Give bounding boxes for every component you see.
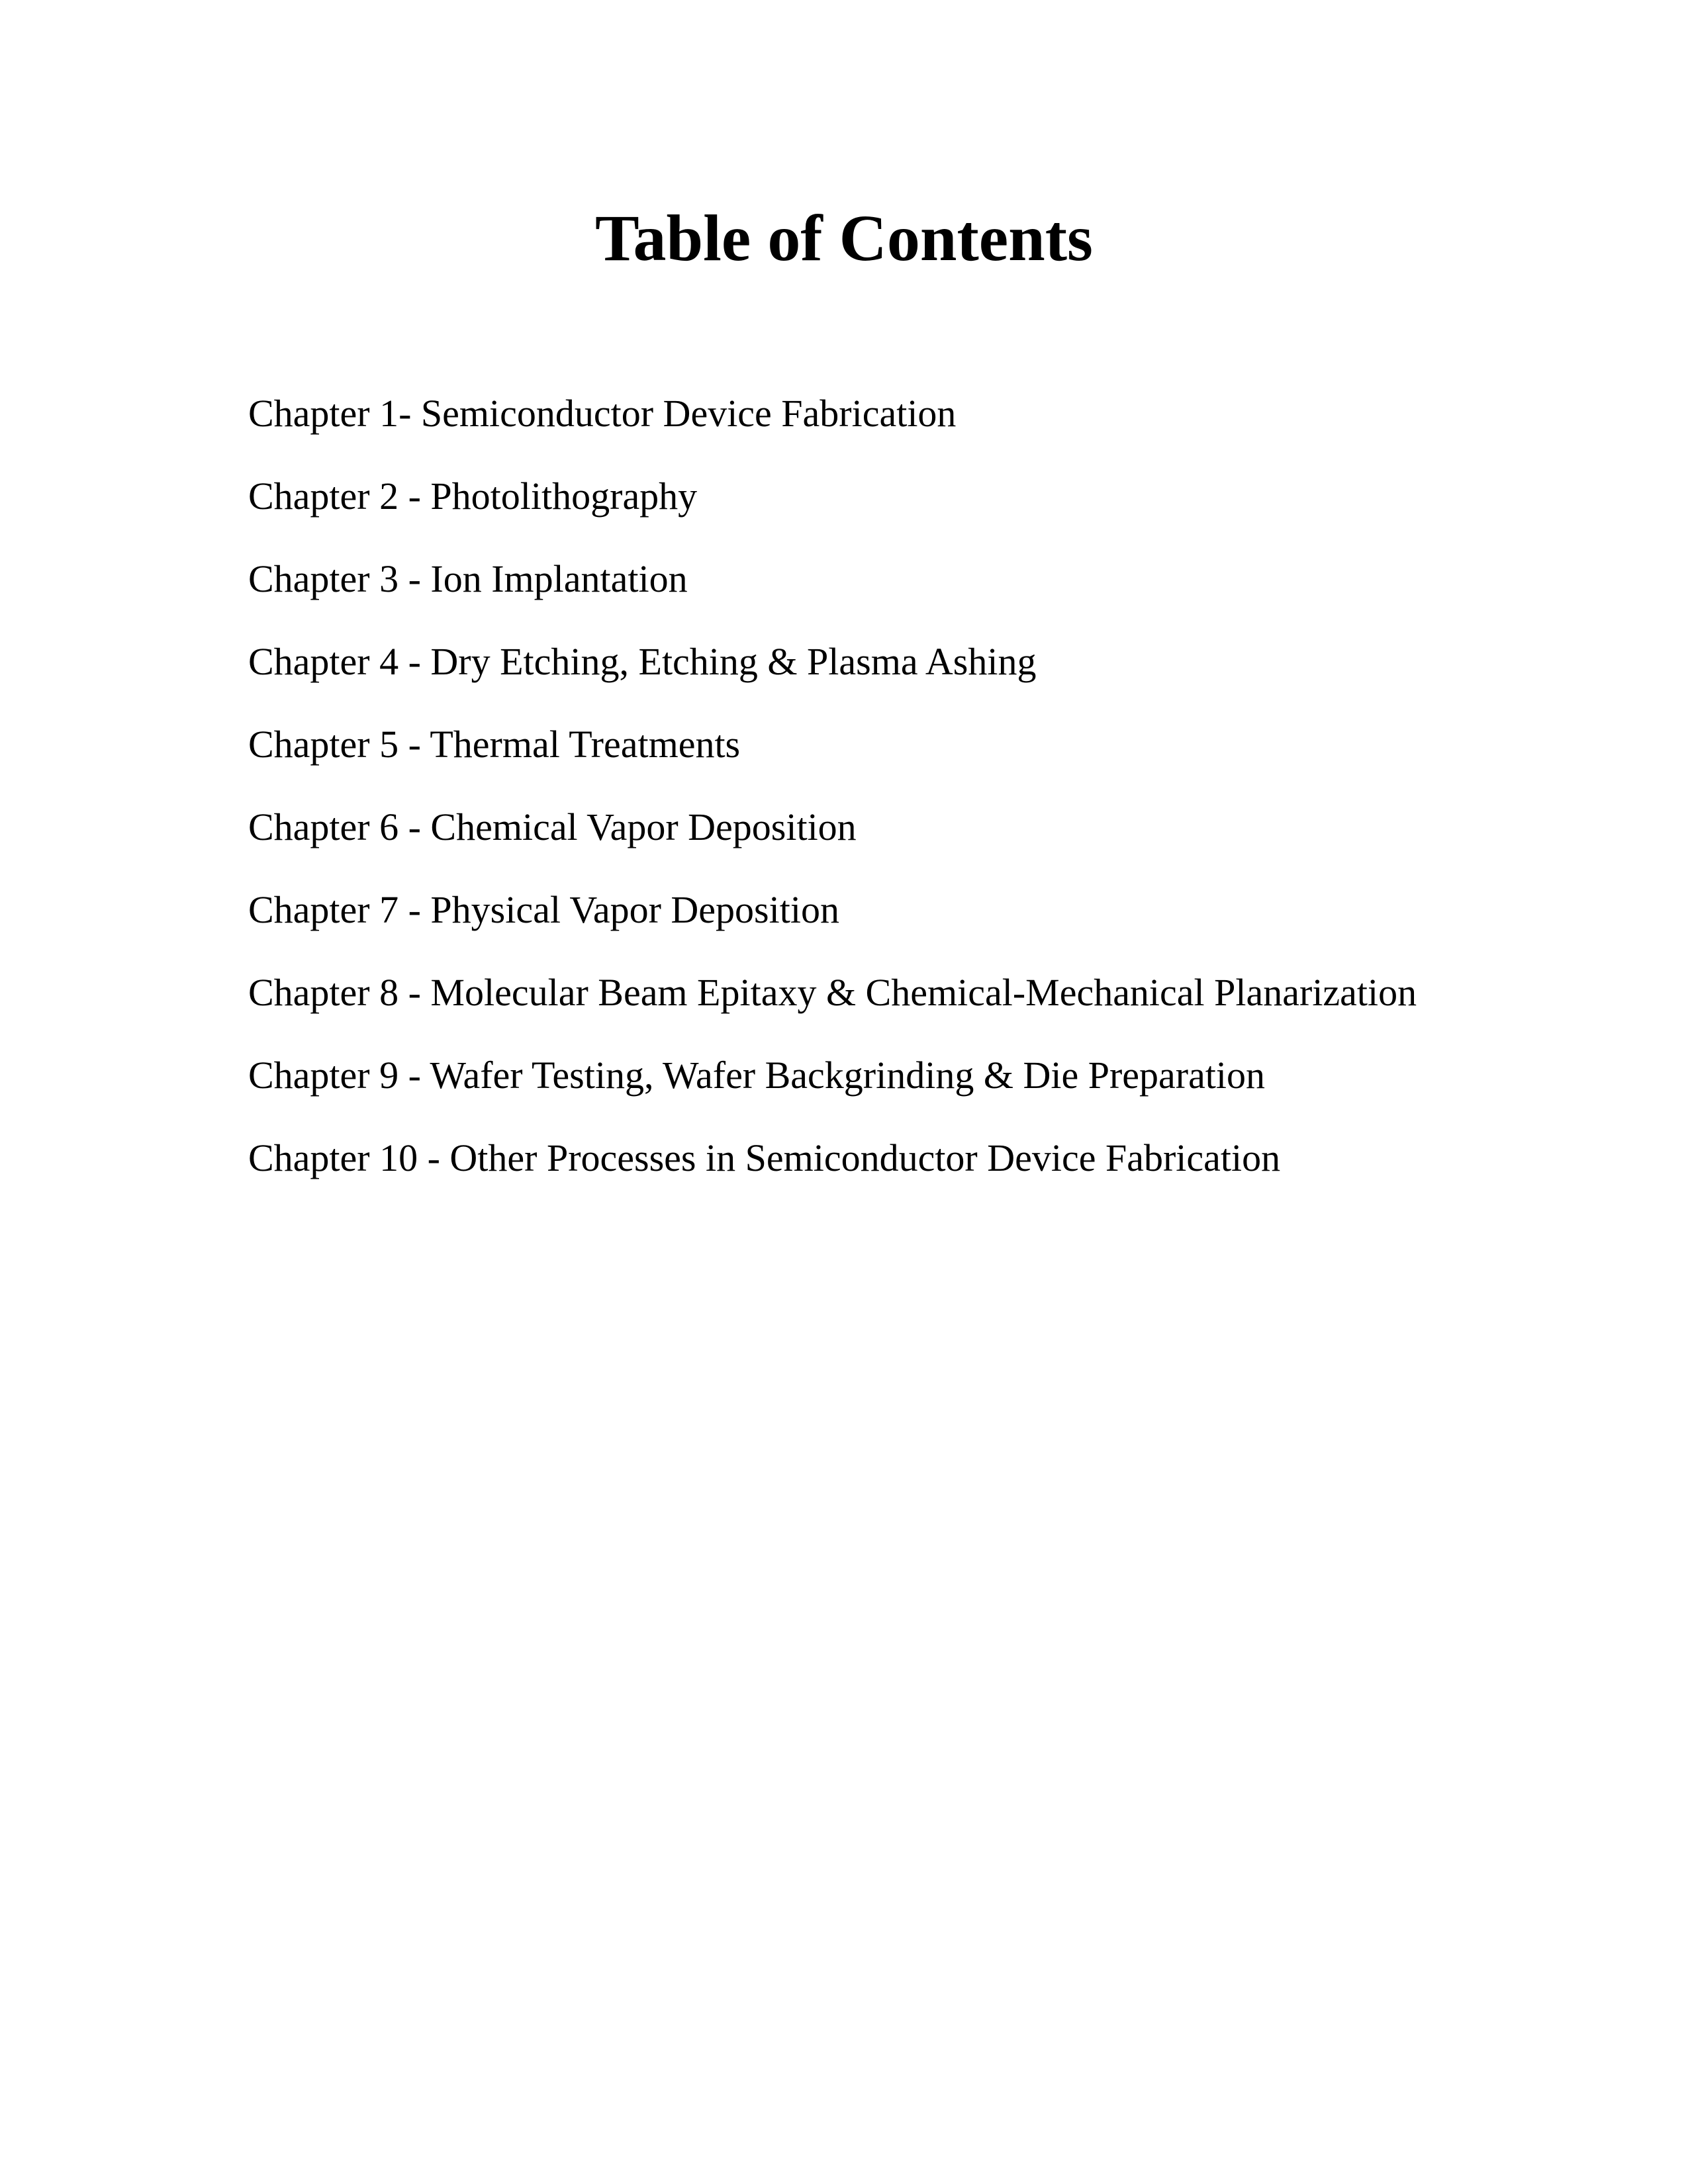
toc-entry-chapter-3: Chapter 3 - Ion Implantation — [248, 557, 688, 600]
toc-entry-chapter-7: Chapter 7 - Physical Vapor Deposition — [248, 888, 839, 931]
toc-entry-chapter-10: Chapter 10 - Other Processes in Semiconductor Device Fabrication — [248, 1136, 1281, 1179]
toc-entry-chapter-8: Chapter 8 - Molecular Beam Epitaxy & Chemical-Mechanical Planarization — [248, 971, 1417, 1014]
toc-entry-chapter-6: Chapter 6 - Chemical Vapor Deposition — [248, 805, 857, 848]
table-of-contents — [248, 390, 1417, 1218]
toc-entry-chapter-1: Chapter 1- Semiconductor Device Fabrication — [248, 392, 957, 435]
toc-entry-chapter-5: Chapter 5 - Thermal Treatments — [248, 723, 741, 766]
page-title: Table of Contents — [595, 201, 1093, 275]
toc-entry-chapter-9: Chapter 9 - Wafer Testing, Wafer Backgrinding & Die Preparation — [248, 1054, 1266, 1097]
toc-entry-chapter-2: Chapter 2 - Photolithography — [248, 475, 698, 518]
toc-entry-chapter-4: Chapter 4 - Dry Etching, Etching & Plasma Ashing — [248, 640, 1037, 683]
